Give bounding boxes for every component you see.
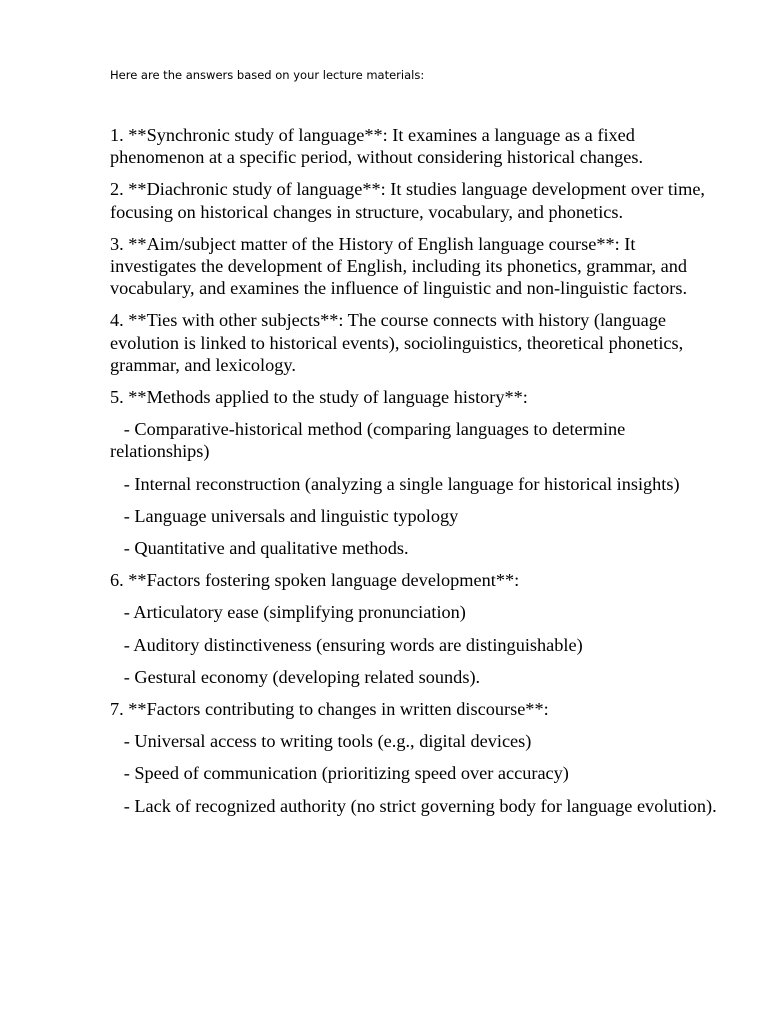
method-item-2: - Internal reconstruction (analyzing a single language for historical insights) (110, 473, 680, 494)
method-item-4: - Quantitative and qualitative methods. (110, 538, 409, 559)
spoken-factor-item-3: - Gestural economy (developing related sounds). (110, 666, 481, 687)
answer-paragraph-2: 2. **Diachronic study of language**: It studies language development over time, focusing on historical changes in structure, vocabulary, and phonetics. (110, 179, 705, 222)
written-factor-item-3: - Lack of recognized authority (no strict governing body for language evolution). (110, 795, 717, 816)
answer-paragraph-4: 4. **Ties with other subjects**: The course connects with history (language evolution is linked to historical events), sociolinguistics, theoretical phonetics, grammar, and lexicology. (110, 310, 684, 375)
answer-paragraph-1: 1. **Synchronic study of language**: It examines a language as a fixed phenomenon at a specific period, without considering historical changes. (110, 125, 644, 168)
spoken-factor-item-1: - Articulatory ease (simplifying pronunciation) (110, 602, 466, 623)
method-item-3: - Language universals and linguistic typology (110, 505, 459, 526)
answer-paragraph-3: 3. **Aim/subject matter of the History of English language course**: It investigates the development of English, including its phonetics, grammar, and vocabulary, and examines the influence of linguistic and non-linguistic factors. (110, 233, 688, 299)
answer-paragraph-5: 5. **Methods applied to the study of language history**: (110, 387, 528, 408)
spoken-factor-item-2: - Auditory distinctiveness (ensuring words are distinguishable) (110, 634, 583, 655)
answer-list (110, 124, 725, 827)
method-item-1: - Comparative-historical method (comparing languages to determine relationships) (110, 419, 630, 462)
intro-line: Here are the answers based on your lecture materials: (110, 68, 425, 82)
written-factor-item-2: - Speed of communication (prioritizing speed over accuracy) (110, 763, 569, 784)
answer-paragraph-6: 6. **Factors fostering spoken language development**: (110, 570, 520, 591)
answer-paragraph-7: 7. **Factors contributing to changes in written discourse**: (110, 699, 549, 720)
written-factor-item-1: - Universal access to writing tools (e.g., digital devices) (110, 731, 532, 752)
